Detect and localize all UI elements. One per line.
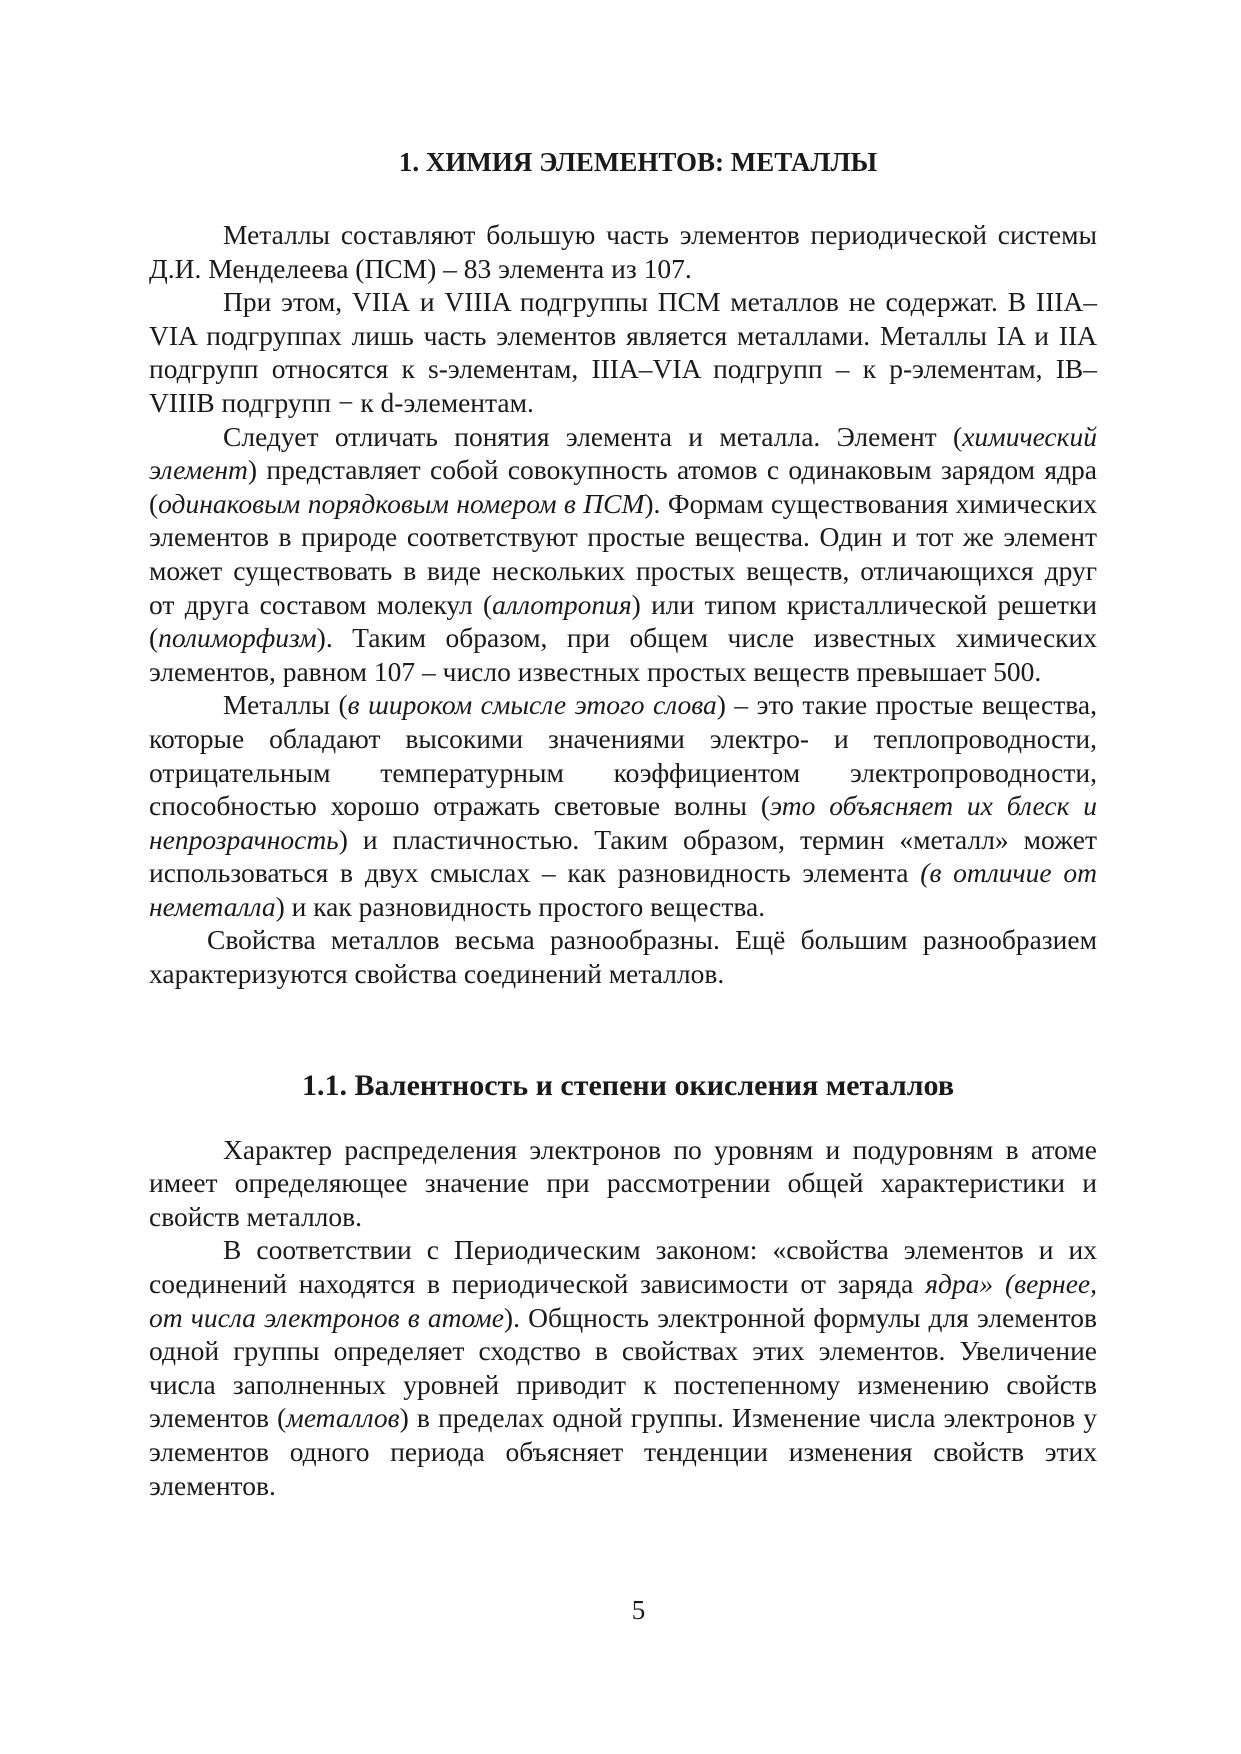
paragraph-1: Металлы составляют большую часть элементов периодической системы Д.И. Менделеева (ПСМ) – 83 элемента из 107. bbox=[149, 219, 1097, 284]
paragraph-4-text-3: ) и пластичностью. Таким образом, термин «металл» может использоваться в двух смыслах – как разновидность элемента bbox=[149, 823, 1097, 889]
paragraph-6: Характер распределения электронов по уровням и подуровням в атоме имеет определяющее значение при рассмотрении общей характеристики и свойств металлов. bbox=[149, 1133, 1097, 1232]
paragraph-4-text-4: ) и как разновидность простого вещества. bbox=[275, 890, 766, 922]
paragraph-3-italic-3: аллотропия bbox=[492, 588, 632, 620]
paragraph-7-text-1: В соответствии с Периодическим законом: «свойства элементов и их соединений находятся в периодической зависимости от заряда bbox=[149, 1234, 1097, 1300]
section-2-body bbox=[149, 1133, 1097, 1503]
chapter-title: 1. ХИМИЯ ЭЛЕМЕНТОВ: МЕТАЛЛЫ bbox=[398, 147, 878, 177]
section-1-body bbox=[149, 218, 1097, 991]
paragraph-3-italic-1: химический элемент bbox=[149, 420, 1097, 486]
paragraph-4-text-2: ) – это такие простые вещества, которые обладают высокими значениями электро- и теплопроводности, отрицательным температурным коэффициентом электропроводности, способностью хорошо отражать световые волны ( bbox=[149, 689, 1097, 822]
paragraph-7 bbox=[149, 1233, 1097, 1502]
section-heading: 1.1. Валентность и степени окисления металлов bbox=[301, 1068, 955, 1102]
paragraph-3-text-2: ) представляет собой совокупность атомов с одинаковым зарядом ядра ( bbox=[149, 454, 1097, 519]
paragraph-5: Свойства металлов весьма разнообразны. Ещё большим разнообразием характеризуются свойства соединений металлов. bbox=[149, 924, 1097, 990]
paragraph-3 bbox=[149, 420, 1097, 689]
paragraph-4-italic-1: в широком смысле этого слова bbox=[347, 689, 717, 721]
paragraph-4-text-1: Металлы ( bbox=[223, 689, 348, 721]
page-number: 5 bbox=[631, 1595, 646, 1625]
paragraph-3-italic-4: полиморфизм bbox=[158, 622, 317, 654]
paragraph-4-italic-3: (в отличие от неметалла bbox=[149, 857, 1097, 922]
paragraph-7-italic-2: металлов bbox=[286, 1402, 400, 1434]
section-2 bbox=[149, 1066, 1097, 1503]
paragraph-3-text-4: ) или типом кристаллической решетки ( bbox=[149, 588, 1097, 654]
paragraph-4 bbox=[149, 688, 1097, 923]
paragraph-7-text-2: ). Общность электронной формулы для элементов одной группы определяет сходство в свойствах этих элементов. Увеличение числа заполненных уровней приводит к постепенному изменению свойств элементов ( bbox=[149, 1301, 1098, 1434]
paragraph-3-text-1: Следует отличать понятия элемента и металла. Элемент ( bbox=[223, 420, 963, 452]
paragraph-3-text-5: ). Таким образом, при общем числе известных химических элементов, равном 107 – число известных простых веществ превышает 500. bbox=[149, 622, 1097, 687]
paragraph-2: При этом, VIIА и VIIIA подгруппы ПСМ металлов не содержат. В IIIA–VIA подгруппах лишь часть элементов является металлами. Металлы IA и IIA подгрупп относятся к s-элементам, IIIA–VIA подгрупп – к p-элементам, IB–VIIIB подгрупп − к d-элементам. bbox=[149, 286, 1097, 418]
paragraph-3-text-3: ). Формам существования химических элементов в природе соответствуют простые вещества. Один и тот же элемент может существовать в виде нескольких простых веществ, отличающихся друг от друга составом молекул ( bbox=[149, 487, 1097, 620]
paragraph-4-italic-2: это объясняет их блеск и непрозрачность bbox=[149, 790, 1097, 855]
paragraph-7-text-3: ) в пределах одной группы. Изменение числа электронов у элементов одного периода объясняет тенденции изменения свойств этих элементов. bbox=[149, 1402, 1097, 1501]
paragraph-7-italic-1: ядра» (вернее, от числа электронов в атоме bbox=[149, 1268, 1097, 1333]
paragraph-3-italic-2: одинаковым порядковым номером в ПСМ bbox=[158, 487, 645, 519]
page-content bbox=[149, 144, 1097, 1502]
